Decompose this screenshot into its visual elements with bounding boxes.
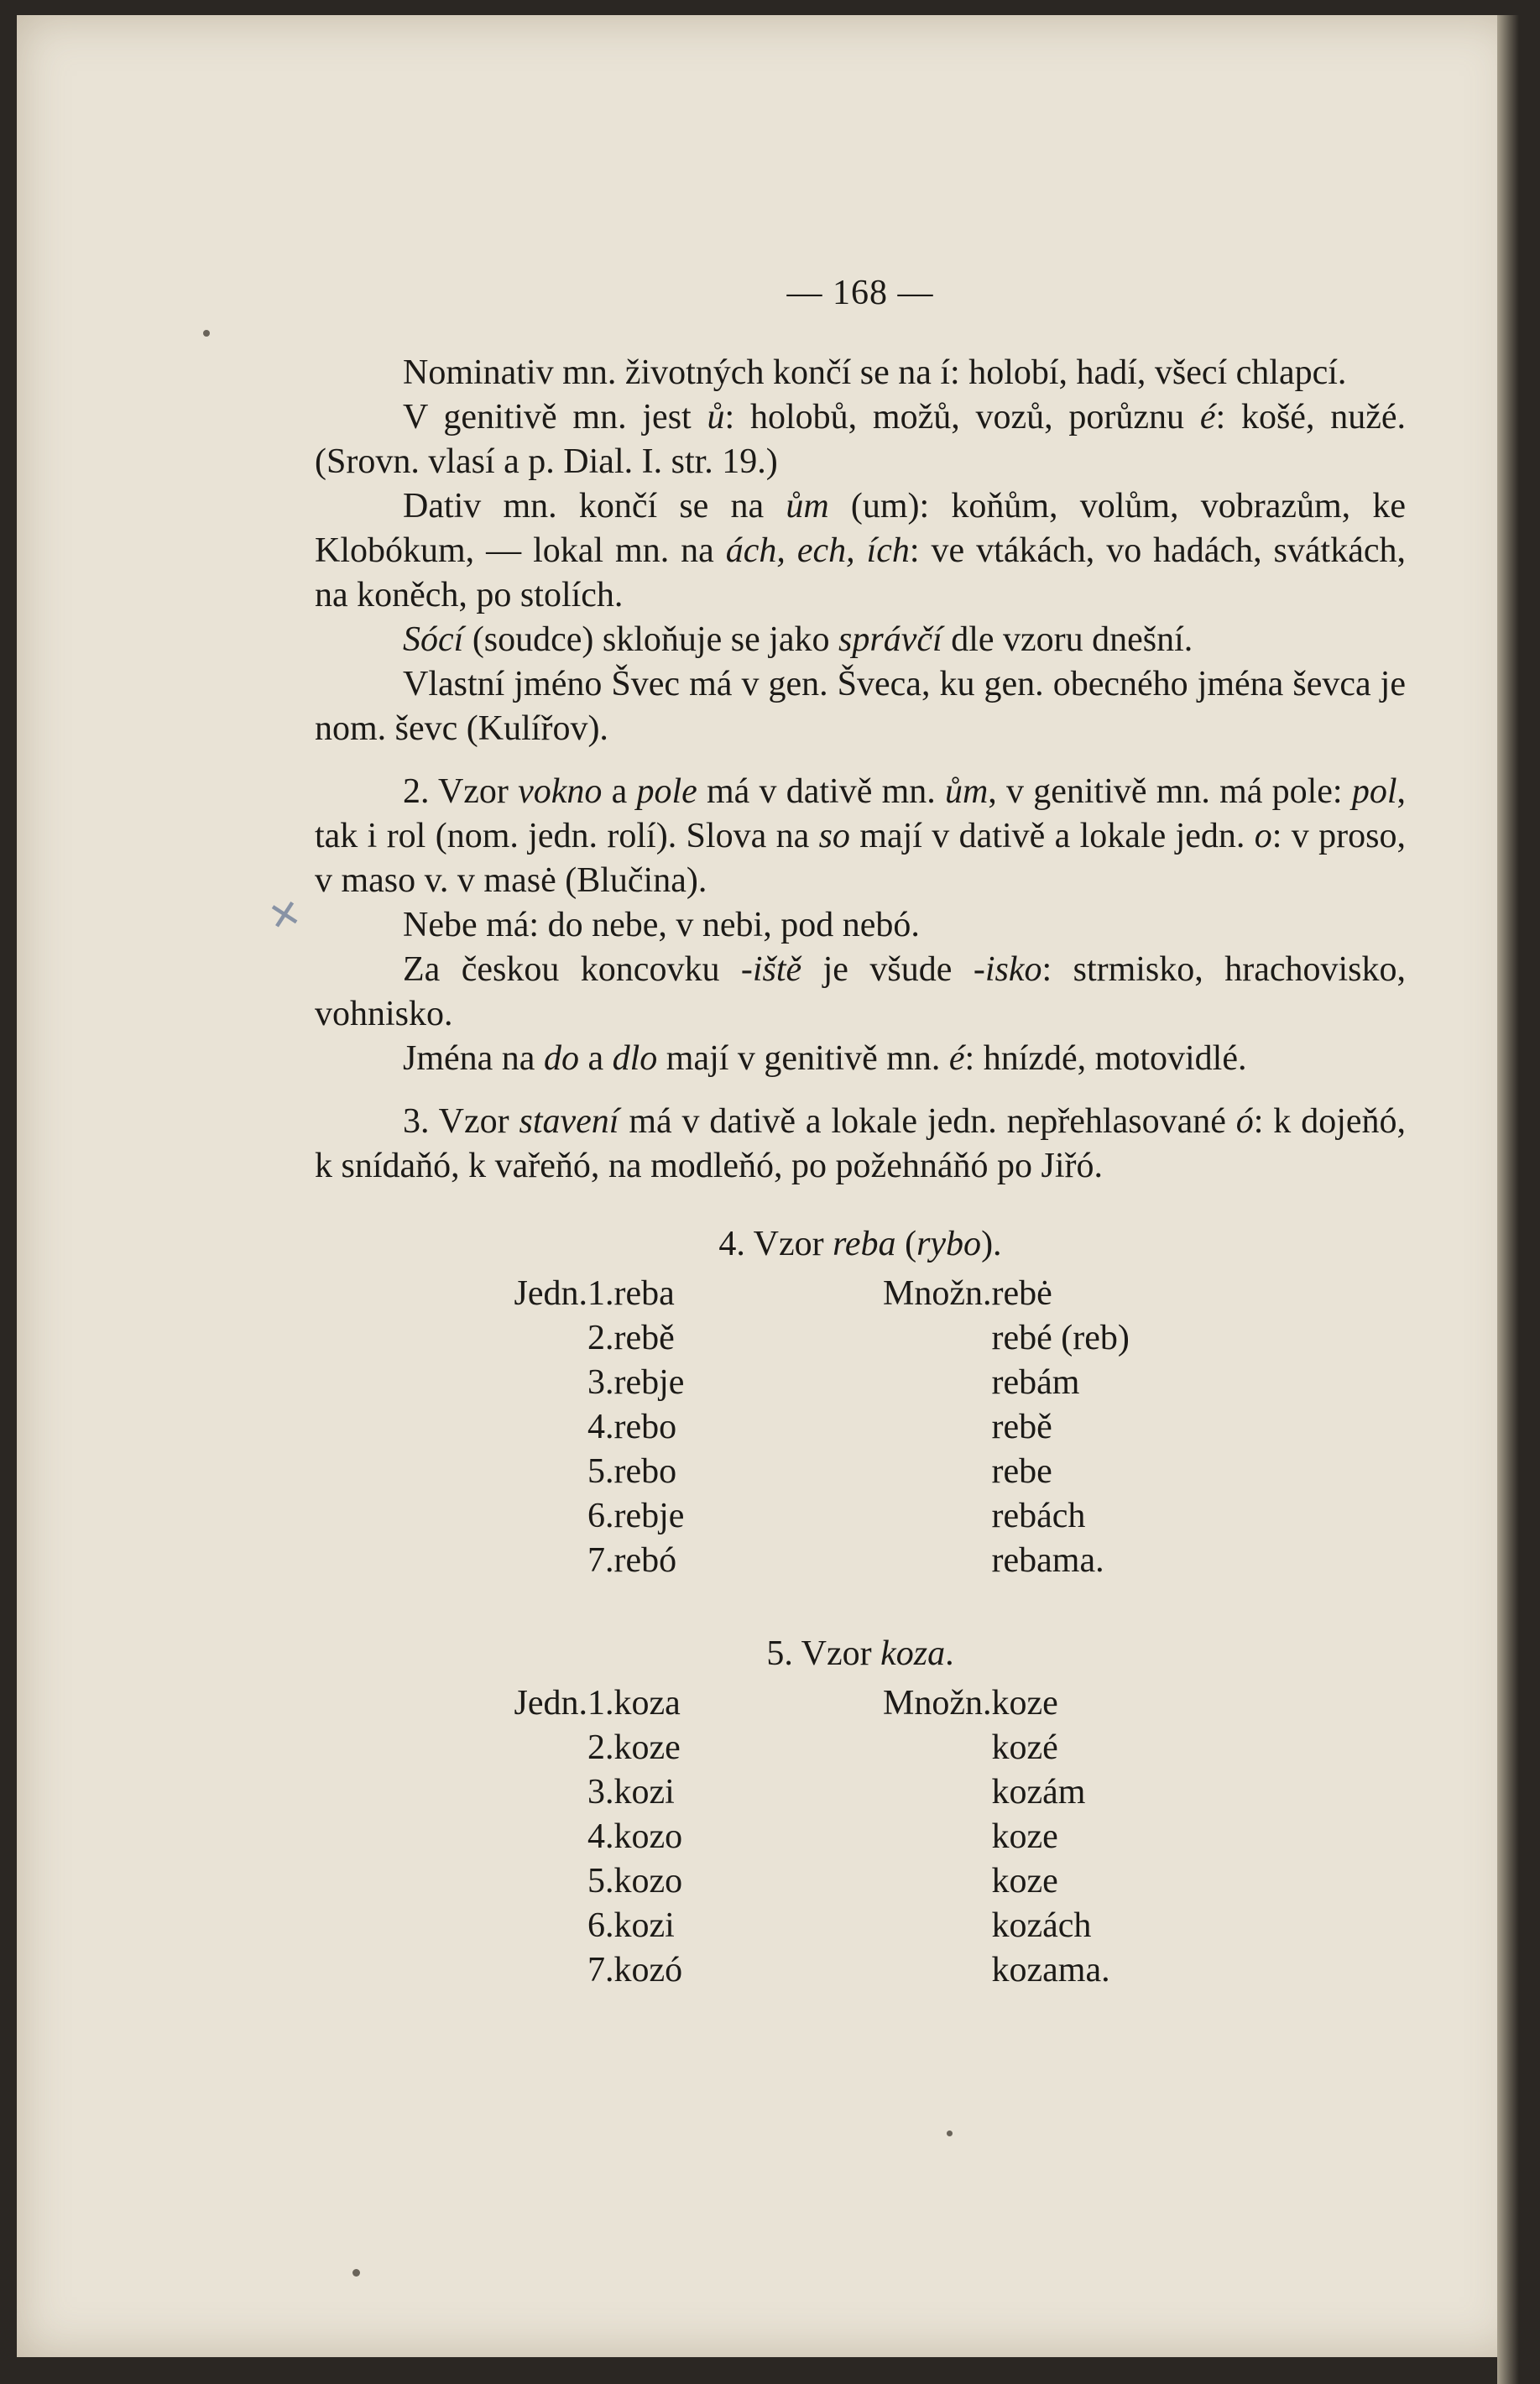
speck — [203, 330, 210, 337]
case-number: 4. — [587, 1408, 614, 1446]
singular-label — [487, 1726, 587, 1770]
case-number: 5. — [587, 1452, 614, 1491]
declension-table-koza — [487, 1681, 1185, 1993]
declension-row — [487, 1770, 1185, 1815]
case-number: 6. — [587, 1906, 614, 1945]
plural-label — [866, 1316, 992, 1361]
case-number: 2. — [587, 1728, 614, 1767]
plural-form: rebe — [991, 1452, 1052, 1491]
singular-form: kozi — [613, 1773, 675, 1812]
declension-row — [487, 1272, 1185, 1316]
paragraph-svec: Vlastní jméno Švec má v gen. Šveca, ku gen. obecného jména ševca je nom. ševc (Kulířov). — [315, 665, 1406, 748]
singular-form: reba — [613, 1274, 675, 1313]
plural-form: kozama. — [991, 1951, 1110, 1989]
plural-label — [866, 1405, 992, 1450]
case-number: 1. — [587, 1274, 614, 1313]
plural-label — [866, 1450, 992, 1494]
section-title-reba: 4. Vzor reba (rybo). — [718, 1225, 1002, 1263]
declension-row — [487, 1948, 1185, 1993]
singular-form: rebó — [613, 1541, 677, 1580]
declension-row — [487, 1859, 1185, 1904]
singular-form: rebje — [613, 1497, 685, 1535]
speck — [947, 2130, 953, 2136]
declension-row — [487, 1405, 1185, 1450]
plural-form: rebama. — [991, 1541, 1104, 1580]
singular-form: rebje — [613, 1363, 685, 1402]
singular-label: Jedn. — [514, 1684, 587, 1723]
plural-form: rebách — [991, 1497, 1086, 1535]
singular-form: kozo — [613, 1817, 683, 1856]
plural-form: koze — [991, 1684, 1058, 1723]
paragraph-nebe: Nebe má: do nebe, v nebi, pod nebó. — [403, 906, 920, 944]
plural-label — [866, 1539, 992, 1583]
case-number: 2. — [587, 1319, 614, 1357]
book-spine-edge — [1497, 15, 1519, 2384]
page-text — [315, 271, 1406, 1993]
plural-label — [866, 1948, 992, 1993]
singular-label — [487, 1316, 587, 1361]
paragraph-soci: Sócí (soudce) skloňuje se jako správčí dle vzoru dnešní. — [403, 620, 1193, 659]
speck — [352, 2269, 360, 2277]
plural-form: rebė — [991, 1274, 1052, 1313]
case-number: 3. — [587, 1773, 614, 1812]
declension-table-reba — [487, 1272, 1185, 1583]
singular-label — [487, 1904, 587, 1948]
declension-row — [487, 1815, 1185, 1859]
singular-label — [487, 1539, 587, 1583]
section-title-koza: 5. Vzor koza. — [766, 1634, 954, 1673]
plural-form: rebé (reb) — [991, 1319, 1130, 1357]
plural-form: koze — [991, 1817, 1058, 1856]
singular-form: kozi — [613, 1906, 675, 1945]
plural-label — [866, 1815, 992, 1859]
plural-form: rebám — [991, 1363, 1080, 1402]
singular-form: koze — [613, 1728, 681, 1767]
plural-label — [866, 1904, 992, 1948]
plural-form: koze — [991, 1862, 1058, 1900]
singular-label — [487, 1450, 587, 1494]
singular-label — [487, 1361, 587, 1405]
plural-label: Množn. — [883, 1274, 992, 1313]
book-page — [17, 15, 1519, 2357]
singular-label — [487, 1770, 587, 1815]
page-number: — 168 — — [786, 274, 934, 312]
declension-row — [487, 1681, 1185, 1726]
plural-label — [866, 1494, 992, 1539]
plural-form: kozám — [991, 1773, 1086, 1812]
paragraph-nominativ: Nominativ mn. životných končí se na í: holobí, hadí, všecí chlapcí. — [403, 353, 1347, 392]
singular-label — [487, 1494, 587, 1539]
declension-row — [487, 1361, 1185, 1405]
paragraph-vokno: 2. Vzor vokno a pole má v dativě mn. ům, v genitivě mn. má pole: pol, tak i rol (nom. jedn. rolí). Slova na so mají v dativě a lokale jedn. o: v proso, v maso v. v masė (Blučina). — [315, 772, 1406, 900]
paragraph-iste: Za českou koncovku -iště je všude -isko: strmisko, hrachovisko, vohnisko. — [315, 950, 1406, 1033]
declension-row — [487, 1726, 1185, 1770]
paragraph-dativ: Dativ mn. končí se na ům (um): koňům, volům, vobrazům, ke Klobókum, — lokal mn. na ách, ech, ích: ve vtákách, vo hadách, svátkách, na koněch, po stolích. — [315, 487, 1406, 614]
plural-label — [866, 1361, 992, 1405]
margin-pencil-mark: ✕ — [264, 889, 305, 941]
plural-form: kozé — [991, 1728, 1058, 1767]
declension-row — [487, 1904, 1185, 1948]
plural-label — [866, 1859, 992, 1904]
declension-row — [487, 1539, 1185, 1583]
plural-label — [866, 1726, 992, 1770]
declension-row — [487, 1316, 1185, 1361]
plural-label: Množn. — [883, 1684, 992, 1723]
singular-form: rebo — [613, 1452, 677, 1491]
plural-form: kozách — [991, 1906, 1092, 1945]
case-number: 5. — [587, 1862, 614, 1900]
plural-label — [866, 1770, 992, 1815]
singular-form: koza — [613, 1684, 681, 1723]
singular-label — [487, 1859, 587, 1904]
singular-label: Jedn. — [514, 1274, 587, 1313]
case-number: 1. — [587, 1684, 614, 1723]
paragraph-staveni: 3. Vzor stavení má v dativě a lokale jedn. nepřehlasované ó: k dojeňó, k snídaňó, k vařeňó, na modleňó, po požehnáňó po Jiřó. — [315, 1102, 1407, 1185]
case-number: 7. — [587, 1951, 614, 1989]
case-number: 3. — [587, 1363, 614, 1402]
case-number: 7. — [587, 1541, 614, 1580]
declension-row — [487, 1450, 1185, 1494]
case-number: 6. — [587, 1497, 614, 1535]
singular-form: kozo — [613, 1862, 683, 1900]
case-number: 4. — [587, 1817, 614, 1856]
singular-label — [487, 1815, 587, 1859]
singular-form: rebo — [613, 1408, 677, 1446]
paragraph-dlo: Jména na do a dlo mají v genitivě mn. é: hnízdé, motovidlé. — [403, 1039, 1247, 1078]
plural-form: rebě — [991, 1408, 1052, 1446]
singular-form: kozó — [613, 1951, 683, 1989]
singular-label — [487, 1948, 587, 1993]
paragraph-genitiv: V genitivě mn. jest ů: holobů, možů, vozů, porůznu é: košé, nužé. (Srovn. vlasí a p. Dial. I. str. 19.) — [315, 398, 1407, 481]
singular-label — [487, 1405, 587, 1450]
declension-row — [487, 1494, 1185, 1539]
singular-form: rebě — [613, 1319, 675, 1357]
